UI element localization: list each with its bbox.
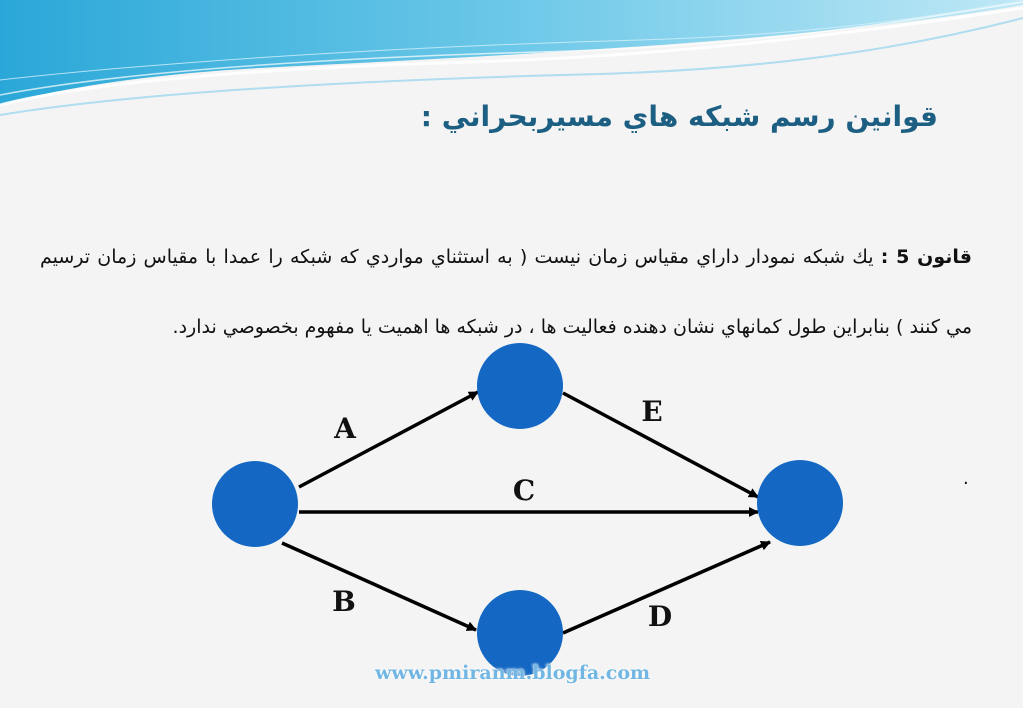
edge-label-e: E <box>641 395 663 428</box>
trailing-dot: . <box>963 468 969 489</box>
node-top <box>477 343 563 429</box>
edge-a-arrow <box>299 392 478 487</box>
edge-label-d: D <box>647 600 673 633</box>
slide-title: قوانين رسم شبكه هاي مسيربحراني : <box>420 100 938 133</box>
edge-label-a: A <box>334 412 356 445</box>
node-start <box>212 461 298 547</box>
website-watermark: www.pmiranm.blogfa.com <box>375 662 651 684</box>
edge-label-b: B <box>332 585 356 618</box>
node-end <box>757 460 843 546</box>
rule-text: يك شبكه نمودار داراي مقياس زمان نيست ( به استثناي مواردي كه شبكه را عمدا با مقياس زمان ترسيم مي كنند ) بنابراين طول كمانهاي نشان دهنده فعاليت ها ، در شبكه ها اهميت يا مفهوم بخصوصي ندارد. <box>40 246 972 338</box>
edge-label-c: C <box>512 474 536 507</box>
rule-label: قانون 5 : <box>880 246 973 268</box>
edge-b-arrow <box>282 543 476 630</box>
